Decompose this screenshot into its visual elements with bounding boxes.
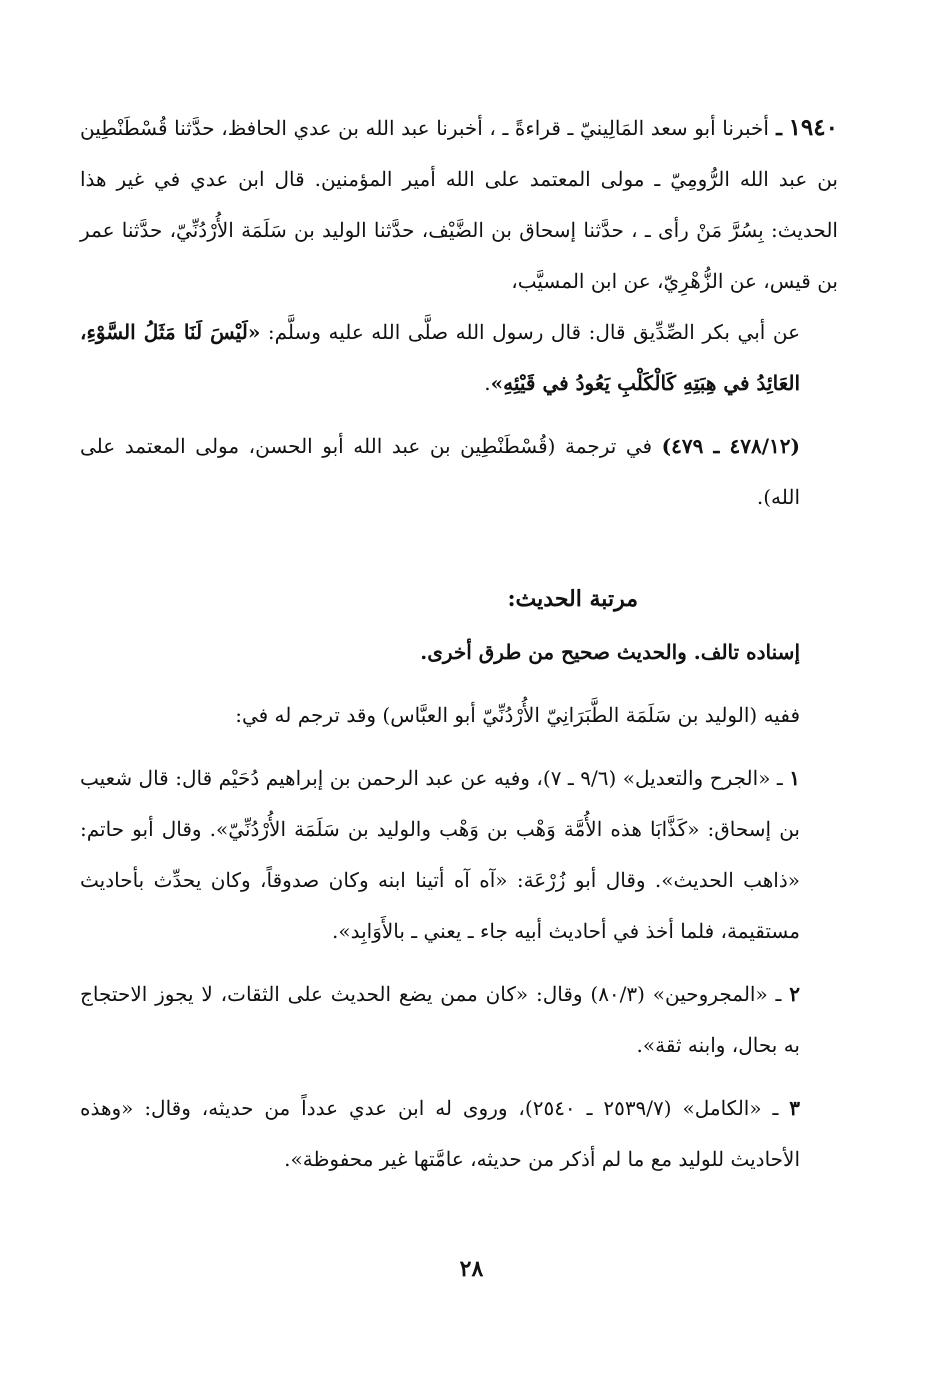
source-number: ٣ <box>789 1096 801 1120</box>
source-item <box>80 1083 838 1185</box>
page-number: ٢٨ <box>459 1256 484 1282</box>
source-item <box>80 753 838 957</box>
reference-paragraph <box>80 421 838 523</box>
hadith-isnad-paragraph <box>80 102 838 307</box>
source-body: ـ «الجرح والتعديل» (٩/٦ ـ ٧)، وفيه عن عبد الرحمن بن إبراهيم دُحَيْم قال: قال شعيب بن إسحاق: «كَذَّابَا هذه الأُمَّة وَهْب بن وَهْب والوليد بن سَلَمَة الأُرْدُنِّيّ». وقال أبو حاتم: «ذاهب الحديث». وقال أبو زُرْعَة: «آه آه أتينا ابنه وكان صدوقاً، وكان يحدِّث بأحاديث مستقيمة، فلما أخذ في أحاديث أبيه جاء ـ يعني ـ بالأَوَابِد». <box>80 766 800 943</box>
matn-end: . <box>484 371 491 395</box>
verdict-paragraph: إسناده تالف. والحديث صحيح من طرق أخرى. <box>420 640 800 664</box>
narrator-intro-paragraph: ففيه (الوليد بن سَلَمَة الطَّبَرَانِيّ الأُرْدُنِّيّ أبو العبَّاس) وقد ترجم له في: <box>235 703 800 727</box>
source-body: ـ «الكامل» (٢٥٣٩/٧ ـ ٢٥٤٠)، وروى له ابن عدي عدداً من حديثه، وقال: «وهذه الأحاديث للوليد مع ما لم أذكر من حديثه، عامَّتها غير محفوظة». <box>80 1096 800 1171</box>
isnad-text: أخبرنا أبو سعد المَالِينيّ ـ قراءةً ـ ، أخبرنا عبد الله بن عدي الحافظ، حدَّثنا قُسْطَنْطِين بن عبد الله الرُّومِيّ ـ مولى المعتمد على الله أمير المؤمنين. قال ابن عدي في غير هذا الحديث: بِسُرَّ مَنْ رأى ـ ، حدَّثنا إسحاق بن الضَّيْف، حدَّثنا الوليد بن سَلَمَة الأُرْدُنِّيّ، حدَّثنا عمر بن قيس، عن الزُّهْرِيّ، عن ابن المسيَّب، <box>80 116 838 293</box>
source-item <box>80 969 838 1071</box>
reference-numbers: (٤٧٨/١٢ ـ ٤٧٩) <box>661 434 800 458</box>
hadith-matn-paragraph <box>80 307 838 409</box>
hadith-number-dash: ـ <box>768 116 782 140</box>
matn-hadith-text: «لَيْسَ لَنَا مَثَلُ السَّوْءِ، العَائِدُ في هِبَتِهِ كَالْكَلْبِ يَعُودُ في قَيْئِهِ» <box>80 320 800 395</box>
hadith-number: ١٩٤٠ <box>788 114 838 141</box>
reference-text: في ترجمة (قُسْطَنْطِين بن عبد الله أبو الحسن، مولى المعتمد على الله). <box>80 434 800 509</box>
source-number: ١ <box>789 766 801 790</box>
source-body: ـ «المجروحين» (٨٠/٣) وقال: «كان ممن يضع الحديث على الثقات، لا يجوز الاحتجاج به بحال، وابنه ثقة». <box>80 982 800 1057</box>
section-heading: مرتبة الحديث: <box>507 586 638 612</box>
source-number: ٢ <box>789 982 801 1006</box>
page-body <box>80 102 838 1185</box>
matn-intro: عن أبي بكر الصِّدِّيق قال: قال رسول الله صلَّى الله عليه وسلَّم: <box>267 320 800 344</box>
